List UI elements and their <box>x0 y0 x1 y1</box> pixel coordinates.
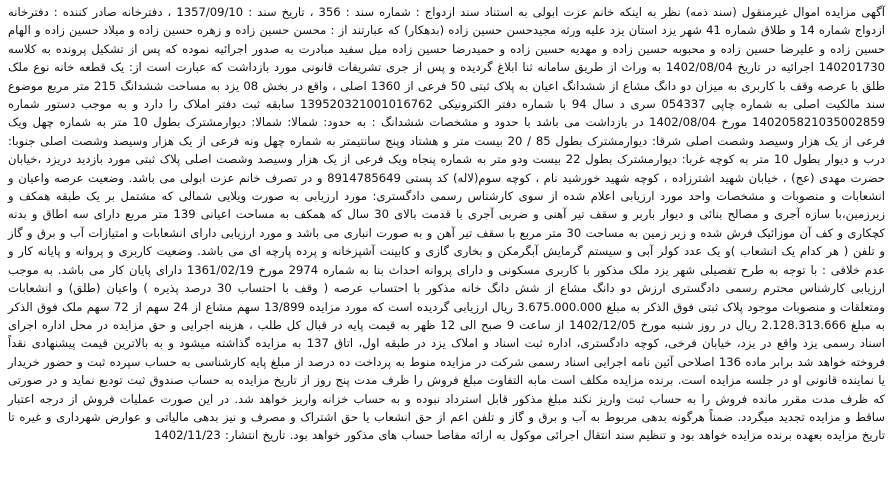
auction-notice-text: آگهی مزایده اموال غیرمنقول (سند ذمه) نظر به اینکه خانم عزت ابولی به استناد سند ازدواج : شماره سند : 356 ، تاریخ سند : 1357/09/10 ، دفترخانه صادر کننده : دفترخانه ازدواج شماره 14 و طلاق شماره 41 شهر یزد استان یزد علیه ورثه مجیدحسن حسین زاده (بدهکار) که عبارتند از : محسن حسین زاده و زهره حسین زاده و میلاد حسین زاده و الهام حسین زاده و علیرضا حسین زاده و محبوبه حسین زاده و مهدیه حسین زاده و حمیدرضا حسین زاده میل سفید مبادرت به صدور اجرائیه نموده که پس از تشکیل پرونده به کلاسه 140201730 اجرائیه در تاریخ 1402/08/04 به وراث از طریق سامانه ثنا ابلاغ گردیده و پس از جری تشریفات قانونی مورد بازداشت که عبارت است از: یک قطعه خانه نوع ملک طلق با عرصه وقف با کاربری به میزان دو دانگ مشاع از ششدانگ اعیان به پلاک ثبتی 50 فرعی از 1360 اصلی ، واقع در بخش 08 یزد به مساحت ششدانگ 215 متر مربع موضوع سند مالکیت اصلی به شماره چاپی 054337 سری د سال 94 با شماره دفتر الکترونیکی 139520321001016762 سابقه ثبت دفتر املاک را دارد و به موجب دستور شماره 14020582103500285​9 مورخ 1402/08/04 در بازداشت می باشد با حدود و مشخصات ششدانگ : به حدود: شمالا: شمالا: دیوارمشترک بطول 10 متر به شماره چهل ویک فرعی از یک هزار وسیصد وشصت اصلی شرقا: دیوارمشترک بطول 85 / 20 بیست متر و هشتاد وپنج سانتیمتر به شماره چهل ونه فرعی از یک هزار وسیصد وشصت اصلی جنوبا: درب و دیوار بطول 10 متر به کوچه غربا: دیوارمشترک بطول 22 بیست ودو متر به شماره پنجاه ویک فرعی از یک هزار وسیصد وشصت اصلی پلاک ثبتی مورد بازدید دریزد ،خیابان حضرت مهدی (عج) ، خیابان شهید اشترزاده ، کوچه شهید خورشید نام ، کوچه سوم(لاله) کد پستی 8914785649 و در تصرف خانم عزت ابولی می باشد. وضعیت عرصه واعیان و انشعابات و منصوبات و مشخصات واحد مورد ارزیابی اعلام شده از سوی کارشناس رسمی دادگستری: مورد ارزیابی به صورت ویلایی شمالی که مشتمل بر یک طبقه همکف و زیرزمین،با سازه آجری و مصالح بنائی و دیوار باربر و سقف تیر آهنی و ضربی آجری با قدمت بالای 30 سال که همکف به مساحت اعیانی 139 متر مربع دارای سه اطاق و بدنه کچکاری و کف آن موزائیک فرش شده و زیر زمین به مساحت 30 متر مربع با سقف تیر آهن و به صورت انباری می باشد و مورد ارزیابی دارای انشعابات و امتیازات آب و برق و گاز و تلفن ( هر کدام یک انشعاب )و یک عدد کولر آبی و سیستم گرمایش آبگرمکن و بخاری گازی و کابینت آشپزخانه و پرده پارچه ای می باشد. وضعیت کاربری و پروانه و پایانه کار و عدم خلافی : با توجه به طرح تفصیلی شهر یزد ملک مذکور با کاربری مسکونی و دارای پروانه احداث بنا به شماره 2974 مورخ 1361/02/19 دارای پایان کار می باشد. به موجب ارزیابی کارشناس محترم رسمی دادگستری ارزش دو دانگ مشاع از شش دانگ خانه مذکور با احتساب عرصه ( وقف با احتساب 30 درصد پذیره ) واعیان (طلق) و انشعابات ومتعلقات و منصوبات موجود پلاک ثبتی فوق الذکر به مبلغ 3.675.000.000 ریال ارزیابی گردیده است که مورد مزایده 13/899 سهم مشاع از 24 سهم از 72 سهم ملک فوق الذکر به مبلغ 2.128.313.666 ریال در روز شنبه مورخ 1402/12/05 از ساعت 9 صبح الی 12 ظهر به قیمت پایه در قبال کل طلب ، هزینه اجرایی و حق مزایده در محل اداره اجرای اسناد رسمی یزد واقع در یزد، خیابان فرخی، کوچه دادگستری، اداره ثبت اسناد و املاک یزد در طبقه اول، اتاق 137 به مزایده گذاشته میشود و به بالاترین قیمت پیشنهادی نقداً فروخته خواهد شد برابر ماده 136 اصلاحی آئین نامه اجرایی اسناد رسمی شرکت در مزایده منوط به پرداخت ده درصد از مبلغ پایه کارشناسی به حساب سپرده ثبت و حضور خریدار یا نماینده قانونی او در جلسه مزایده است. برنده مزایده مکلف است مابه التفاوت مبلغ فروش را ظرف مدت پنج روز از تاریخ مزایده به حساب صندوق ثبت تودیع نماید و در صورتی که ظرف مدت مقرر مانده فروش را به حساب ثبت واریز نکند مبلغ مذکور قابل استرداد نبوده و به حساب خزانه واریز خواهد شد. در این صورت عملیات فروش از درجه اعتبار ساقط و مزایده تجدید میگردد. ضمناً هرگونه بدهی مربوط به آب و برق و گاز و تلفن اعم از حق انشعاب یا حق اشتراک و مصرف و نیز بدهی مالیاتی و عوارض شهرداری و غیره تا تاریخ مزایده بعهده برنده مزایده خواهد بود و تنظیم سند انتقال اجرائی موکول به ارائه مفاصا حساب های مذکور خواهد بود. تاریخ انتشار: 1402/11/23 <box>8 5 886 443</box>
